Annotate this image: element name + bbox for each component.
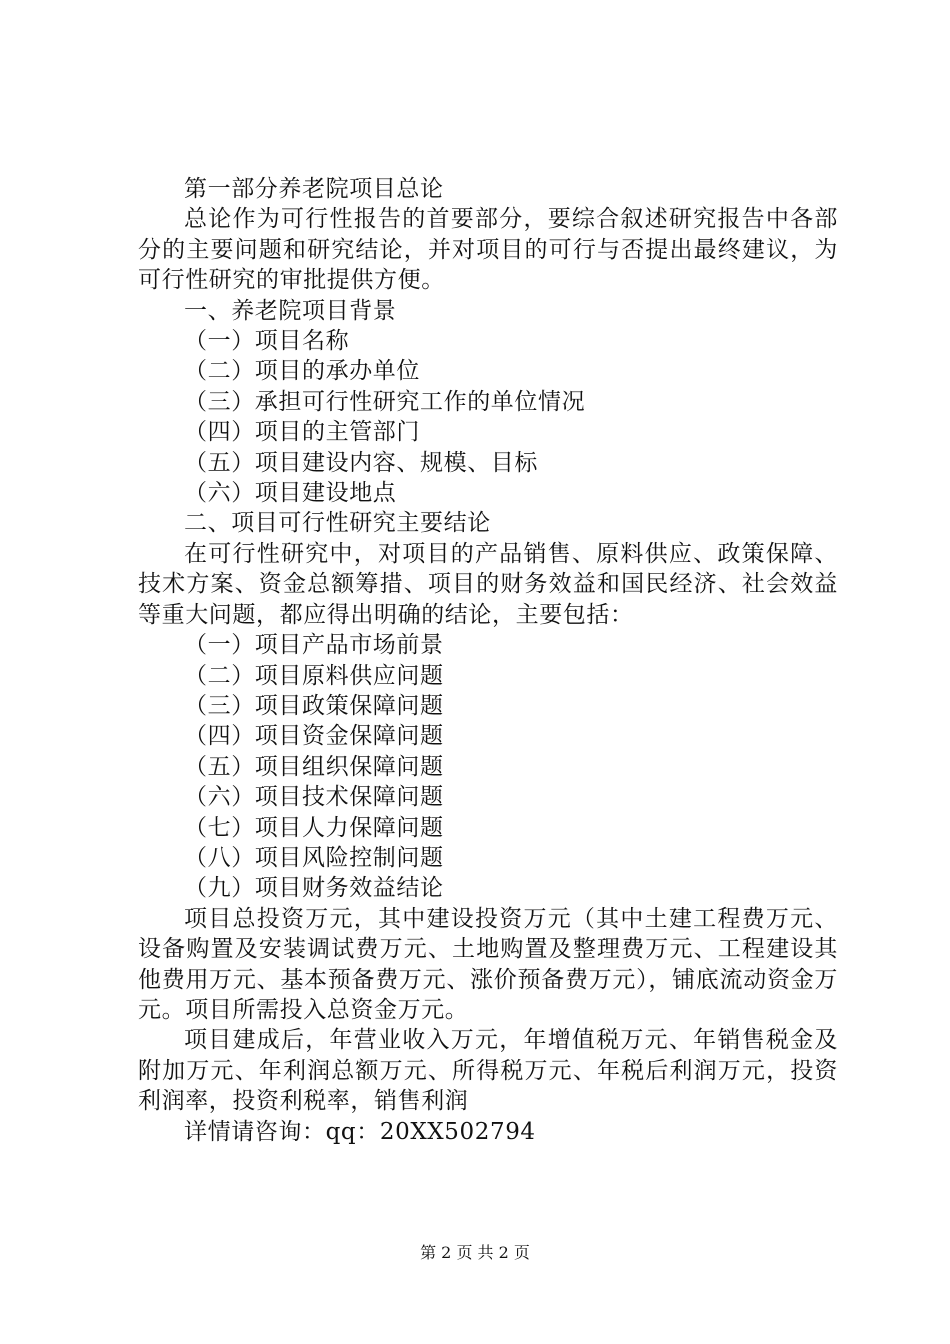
- list-item: （五）项目组织保障问题: [184, 753, 444, 780]
- document-body: [138, 174, 838, 1147]
- list-item: （六）项目建设地点: [184, 480, 397, 507]
- section-heading: 第一部分养老院项目总论: [184, 176, 444, 202]
- list-item: （三）项目政策保障问题: [184, 692, 444, 719]
- body-paragraph: 总论作为可行性报告的首要部分，要综合叙述研究报告中各部分的主要问题和研究结论，并对项目的可行与否提出最终建议，为可行性研究的审批提供方便。: [138, 206, 838, 294]
- list-item: （一）项目产品市场前景: [184, 632, 444, 659]
- list-item: 详情请咨询：qq：20XX502794: [184, 1118, 536, 1145]
- list-item: （二）项目原料供应问题: [184, 662, 444, 689]
- section-heading: 一、养老院项目背景: [184, 297, 397, 324]
- body-paragraph: 在可行性研究中，对项目的产品销售、原料供应、政策保障、技术方案、资金总额筹措、项目的财务效益和国民经济、社会效益等重大问题，都应得出明确的结论，主要包括：: [138, 540, 838, 628]
- list-item: （五）项目建设内容、规模、目标: [184, 449, 538, 476]
- list-item: （三）承担可行性研究工作的单位情况: [184, 388, 586, 415]
- list-item: （四）项目资金保障问题: [184, 723, 444, 750]
- body-paragraph: 项目总投资万元，其中建设投资万元（其中土建工程费万元、设备购置及安装调试费万元、土地购置及整理费万元、工程建设其他费用万元、基本预备费万元、涨价预备费万元），铺底流动资金万元。项目所需投入总资金万元。: [138, 905, 838, 1023]
- page-footer: 第 2 页 共 2 页: [420, 1243, 530, 1262]
- list-item: （二）项目的承办单位: [184, 358, 420, 385]
- body-paragraph: 项目建成后，年营业收入万元，年增值税万元、年销售税金及附加万元、年利润总额万元、所得税万元、年税后利润万元，投资利润率，投资利税率，销售利润: [138, 1027, 838, 1115]
- list-item: （八）项目风险控制问题: [184, 844, 444, 871]
- section-heading: 二、项目可行性研究主要结论: [184, 510, 491, 537]
- list-item: （七）项目人力保障问题: [184, 814, 444, 841]
- list-item: （六）项目技术保障问题: [184, 784, 444, 811]
- list-item: （一）项目名称: [184, 328, 350, 355]
- list-item: （九）项目财务效益结论: [184, 875, 444, 902]
- list-item: （四）项目的主管部门: [184, 419, 420, 446]
